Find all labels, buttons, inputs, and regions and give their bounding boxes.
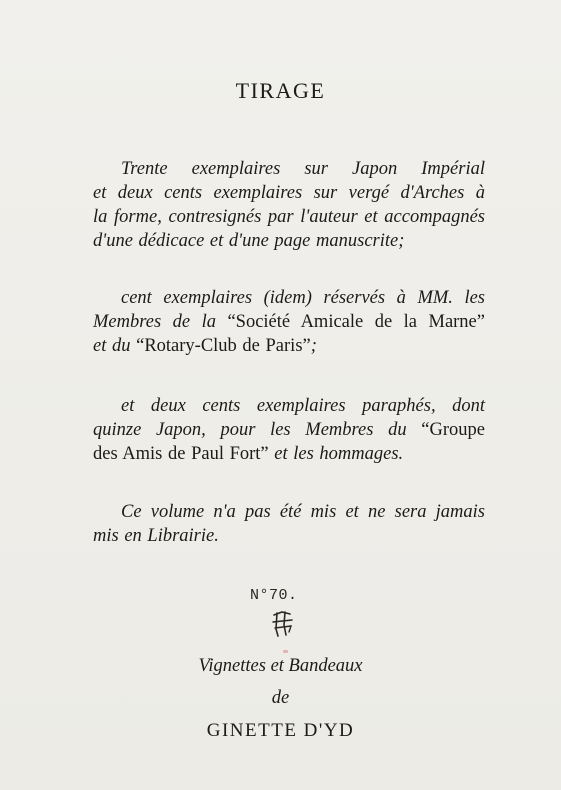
text-line: Trente exemplaires sur Japon Impérial: [121, 159, 485, 179]
page-title: TIRAGE: [235, 78, 326, 103]
paragraph-paraphes: [93, 394, 485, 466]
text-line: mis en Librairie.: [93, 526, 219, 546]
credit-de: de: [271, 688, 290, 708]
text-line: et deux cents exemplaires paraphés, dont: [121, 396, 485, 416]
groupe-name-end: des Amis de Paul Fort”: [93, 444, 269, 464]
groupe-name-start: “Groupe: [421, 420, 485, 440]
text-fragment: Membres de la: [93, 312, 228, 332]
text-line: la forme, contresignés par l'auteur et accompagnés: [93, 207, 485, 227]
vignettes-credit: Vignettes et Bandeaux: [198, 656, 363, 676]
text-fragment: et du: [93, 336, 137, 356]
text-line: [93, 334, 485, 358]
handwritten-initials-signature: [270, 609, 296, 639]
illustrator-name: GINETTE D'YD: [206, 720, 355, 741]
text-fragment: et les hommages.: [268, 444, 404, 464]
text-fragment: quinze Japon, pour les Membres du: [93, 420, 422, 440]
red-ink-mark: [283, 650, 288, 653]
text-line: d'une dédicace et d'une page manuscrite;: [93, 231, 405, 251]
rotary-club-name: “Rotary-Club de Paris”: [136, 336, 311, 356]
societe-amicale-name: “Société Amicale de la Marne”: [227, 312, 485, 332]
copy-number: N°70.: [250, 587, 298, 604]
text-line: [93, 442, 485, 466]
text-fragment: ;: [310, 336, 317, 356]
text-line: et deux cents exemplaires sur vergé d'Arches à: [93, 183, 485, 203]
text-line: cent exemplaires (idem) réservés à MM. les: [121, 288, 485, 308]
text-line: [93, 418, 485, 442]
text-line: Ce volume n'a pas été mis et ne sera jamais: [121, 502, 485, 522]
paragraph-cent-exemplaires: [93, 286, 485, 358]
paragraph-librairie: [93, 500, 485, 548]
paragraph-japon-imperial: [93, 157, 485, 253]
text-line: [93, 310, 485, 334]
